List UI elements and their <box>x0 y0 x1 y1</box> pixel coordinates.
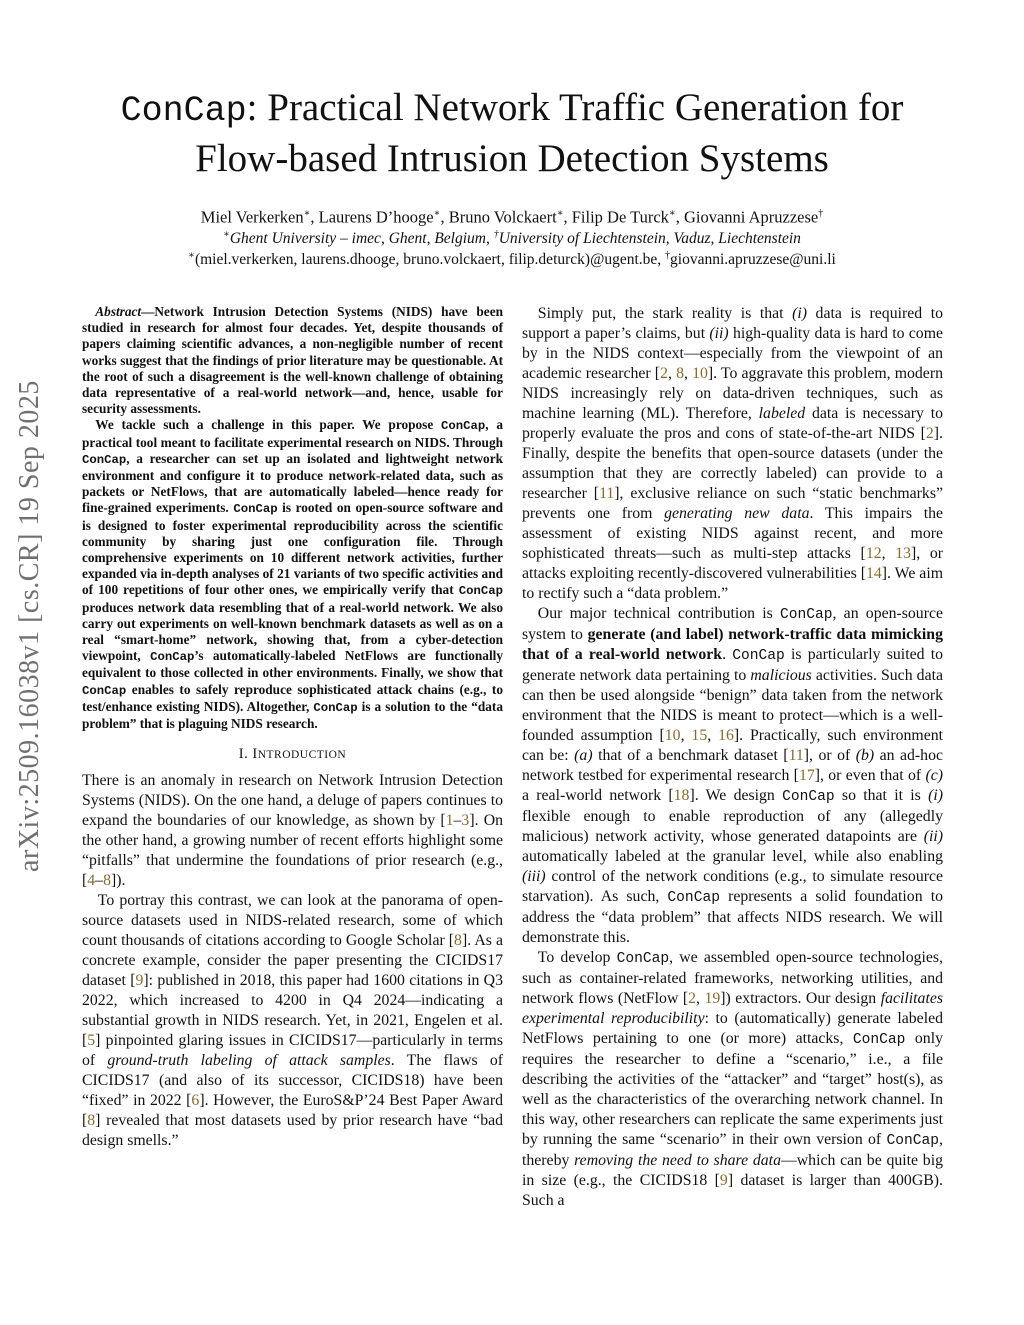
right-paragraph-2: Our major technical contribution is ConCap, an open-source system to generate (and label) network-traffic data mimicking that of a real-world network. ConCap is particularly suited to generate network data pertaining to malicious activities. Such data can then be used alongside “benign” data taken from the network environment that the NIDS is meant to protect—which is a well-founded assumption [10, 15, 16]. Practically, such environment can be: (a) that of a benchmark dataset [11], or of (b) an ad-hoc network testbed for experimental research [17], or even that of (c) a real-world network [18]. We design ConCap so that it is (i) flexible enough to enable reproduction of any (allegedly malicious) network activity, whose generated datapoints are (ii) automatically labeled at the granular level, while also enabling (iii) control of the network conditions (e.g., to simulate resource starvation). As such, ConCap represents a solid foundation to address the “data problem” that affects NIDS research. We will demonstrate this. <box>522 605 944 946</box>
citation-link[interactable]: 5 <box>87 1032 96 1050</box>
author: Giovanni Apruzzese <box>683 207 819 227</box>
author: Filip De Turck <box>571 207 669 227</box>
citation-link[interactable]: 15 <box>691 727 708 744</box>
citation-link[interactable]: 10 <box>692 365 708 382</box>
right-column <box>522 304 943 1211</box>
abstract-p2: We tackle such a challenge in this paper. We propose ConCap, a practical tool meant to facilitate experimental research on NIDS. Through ConCap, a researcher can set up an isolated and lightweight network environment and configure it to produce network-related data, such as packets or NetFlows, that are automatically labeled—hence ready for fine-grained experiments. ConCap is rooted on open-source software and is designed to foster experimental reproducibility across the scientific community by sharing just one configuration file. Through comprehensive experiments on 10 different network activities, further expanded via in-depth analyses of 21 variants of two specific activities and of 100 repetitions of four other ones, we empirically verify that ConCap produces network data resembling that of a real-world network. We also carry out experiments on well-known benchmark datasets as well as on a real “smart-home” network, showing that, from a cyber-detection viewpoint, ConCap’s automatically-labeled NetFlows are functionally equivalent to those collected in other environments. Finally, we show that ConCap enables to safely reproduce sophisticated attack chains (e.g., to test/enhance existing NIDS). Altogether, ConCap is a solution to the “data problem” that is plaguing NIDS research. <box>82 417 503 732</box>
citation-link[interactable]: 19 <box>704 990 721 1007</box>
paper-title <box>60 84 964 183</box>
tool-name: ConCap <box>782 789 835 805</box>
tool-name: ConCap <box>667 890 720 906</box>
email-mark: † <box>665 250 671 261</box>
citation-link[interactable]: 1 <box>445 812 454 830</box>
author-list: Miel Verkerken∗, Laurens D’hooge∗, Bruno Volckaert∗, Filip De Turck∗, Giovanni Apruzzese† <box>200 207 824 227</box>
author-mark: ∗ <box>303 208 311 219</box>
abstract-label: Abstract <box>95 304 142 319</box>
author: Laurens D’hooge <box>318 207 434 227</box>
arxiv-stamp: arXiv:2509.16038v1 [cs.CR] 19 Sep 2025 <box>14 380 45 872</box>
email-mark: ∗ <box>188 250 195 261</box>
citation-link[interactable]: 3 <box>461 812 470 830</box>
title-tool-name: ConCap <box>120 91 247 131</box>
author: Bruno Volckaert <box>448 207 557 227</box>
citation-link[interactable]: 2 <box>925 425 934 442</box>
right-paragraph-3: To develop ConCap, we assembled open-source technologies, such as container-related frameworks, networking utilities, and network flows (NetFlow [2, 19]) extractors. Our design facilitates experimental reproducibility: to (automatically) generate labeled NetFlows pertaining to one (or more) attacks, ConCap only requires the researcher to define a “scenario,” i.e., a file describing the activities of the “attacker” and “target” host(s), as well as the characteristics of the overarching network channel. In this way, other researchers can replicate the same experiments just by running the same “scenario” in their own version of ConCap, thereby removing the need to share data—which can be quite big in size (e.g., the CICIDS18 [9] dataset is larger than 400GB). Such a <box>522 949 943 1209</box>
citation-link[interactable]: 18 <box>673 787 690 804</box>
emails <box>60 246 964 270</box>
email-2: giovanni.apruzzese@uni.li <box>670 251 836 269</box>
title-line1: : Practical Network Traffic Generation for <box>246 86 904 129</box>
tool-name: ConCap <box>458 584 503 599</box>
abstract-p1: —Network Intrusion Detection Systems (NIDS) have been studied in research for almost four decades. Yet, despite thousands of papers claiming scientific advances, a non-negligible number of recent works suggest that the findings of prior literature may be questionable. At the root of such a disagreement is the well-known challenge of obtaining data representative of a real-world network—and, hence, usable for security assessments. <box>82 304 503 417</box>
abstract <box>82 304 503 732</box>
intro-paragraph-2: To portray this contrast, we can look at the panorama of open-source datasets used in NIDS-related research, some of which count thousands of citations according to Google Scholar [8]. As a concrete example, consider the paper presenting the CICIDS17 dataset [9]: published in 2018, this paper had 1600 citations in Q3 2022, which increased to 4200 in Q4 2024—indicating a substantial growth in NIDS research. Yet, in 2021, Engelen et al. [5] pinpointed glaring issues in CICIDS17—particularly in terms of ground-truth labeling of attack samples. The flaws of CICIDS17 (and also of its successor, CICIDS18) have been “fixed” in 2022 [6]. However, the EuroS&P’24 Best Paper Award [8] revealed that most datasets used by prior research have “bad design smells.” <box>82 892 504 1150</box>
citation-link[interactable]: 12 <box>865 545 882 562</box>
tool-name: ConCap <box>233 502 278 517</box>
tool-name: ConCap <box>441 419 486 434</box>
title-line2: Flow-based Intrusion Detection Systems <box>195 137 829 180</box>
citation-link[interactable]: 11 <box>788 747 804 764</box>
citation-link[interactable]: 17 <box>798 767 815 784</box>
citation-link[interactable]: 13 <box>895 545 911 562</box>
citation-link[interactable]: 8 <box>87 1112 96 1130</box>
citation-link[interactable]: 4 <box>87 872 96 890</box>
citation-link[interactable]: 2 <box>688 990 697 1007</box>
author: Miel Verkerken <box>200 207 304 227</box>
citation-link[interactable]: 6 <box>191 1092 200 1110</box>
introduction-body <box>82 771 503 1151</box>
section-heading-introduction: I. INTRODUCTION <box>238 746 347 763</box>
affiliation-2: University of Liechtenstein, Vaduz, Liechtenstein <box>498 230 801 248</box>
tool-name: ConCap <box>313 700 358 715</box>
tool-name: ConCap <box>779 607 833 623</box>
tool-name: ConCap <box>732 648 785 664</box>
author-mark: ∗ <box>433 208 441 219</box>
author-mark: ∗ <box>668 208 676 219</box>
citation-link[interactable]: 8 <box>103 872 111 890</box>
citation-link[interactable]: 9 <box>719 1172 728 1189</box>
affil-mark: † <box>493 229 499 240</box>
tool-name: ConCap <box>82 452 127 467</box>
tool-name: ConCap <box>616 951 670 967</box>
citation-link[interactable]: 16 <box>718 727 734 744</box>
citation-link[interactable]: 10 <box>664 727 681 744</box>
tool-name: ConCap <box>886 1133 940 1149</box>
tool-name: ConCap <box>852 1032 906 1048</box>
citation-link[interactable]: 9 <box>135 972 144 990</box>
intro-paragraph-1: There is an anomaly in research on Network Intrusion Detection Systems (NIDS). On the one hand, a deluge of papers continues to expand the boundaries of our knowledge, as shown by [1–3]. On the other hand, a growing number of recent efforts highlight some “pitfalls” that undermine the foundations of prior research (e.g., [4–8]). <box>82 772 504 890</box>
citation-link[interactable]: 8 <box>676 365 684 382</box>
left-column <box>82 304 503 1151</box>
citation-link[interactable]: 14 <box>865 565 882 582</box>
citation-link[interactable]: 8 <box>454 932 462 950</box>
author-mark: ∗ <box>556 208 564 219</box>
citation-link[interactable]: 2 <box>660 365 668 382</box>
author-mark: † <box>818 208 824 219</box>
affiliation-1: Ghent University – imec, Ghent, Belgium, <box>229 230 494 248</box>
right-paragraph-1: Simply put, the stark reality is that (i) data is required to support a paper’s claims, but (ii) high-quality data is hard to come by in the NIDS context—especially from the viewpoint of an academic researcher [2, 8, 10]. To aggravate this problem, modern NIDS increasingly rely on data-driven techniques, such as machine learning (ML). Therefore, labeled data is necessary to properly evaluate the pros and cons of state-of-the-art NIDS [2]. Finally, despite the benefits that open-source datasets (under the assumption that they are correctly labeled) can provide to a researcher [11], exclusive reliance on such “static benchmarks” prevents one from generating new data. This impairs the assessment of existing NIDS against recent, and more sophisticated threats—such as multi-step attacks [12, 13], or attacks exploiting recently-discovered vulnerabilities [14]. We aim to rectify such a “data problem.” <box>522 305 943 602</box>
citation-link[interactable]: 11 <box>599 485 615 502</box>
email-1: (miel.verkerken, laurens.dhooge, bruno.volckaert, filip.deturck)@ugent.be, <box>194 251 666 269</box>
tool-name: ConCap <box>150 650 195 665</box>
tool-name: ConCap <box>82 683 127 698</box>
affil-mark: ∗ <box>223 229 230 240</box>
